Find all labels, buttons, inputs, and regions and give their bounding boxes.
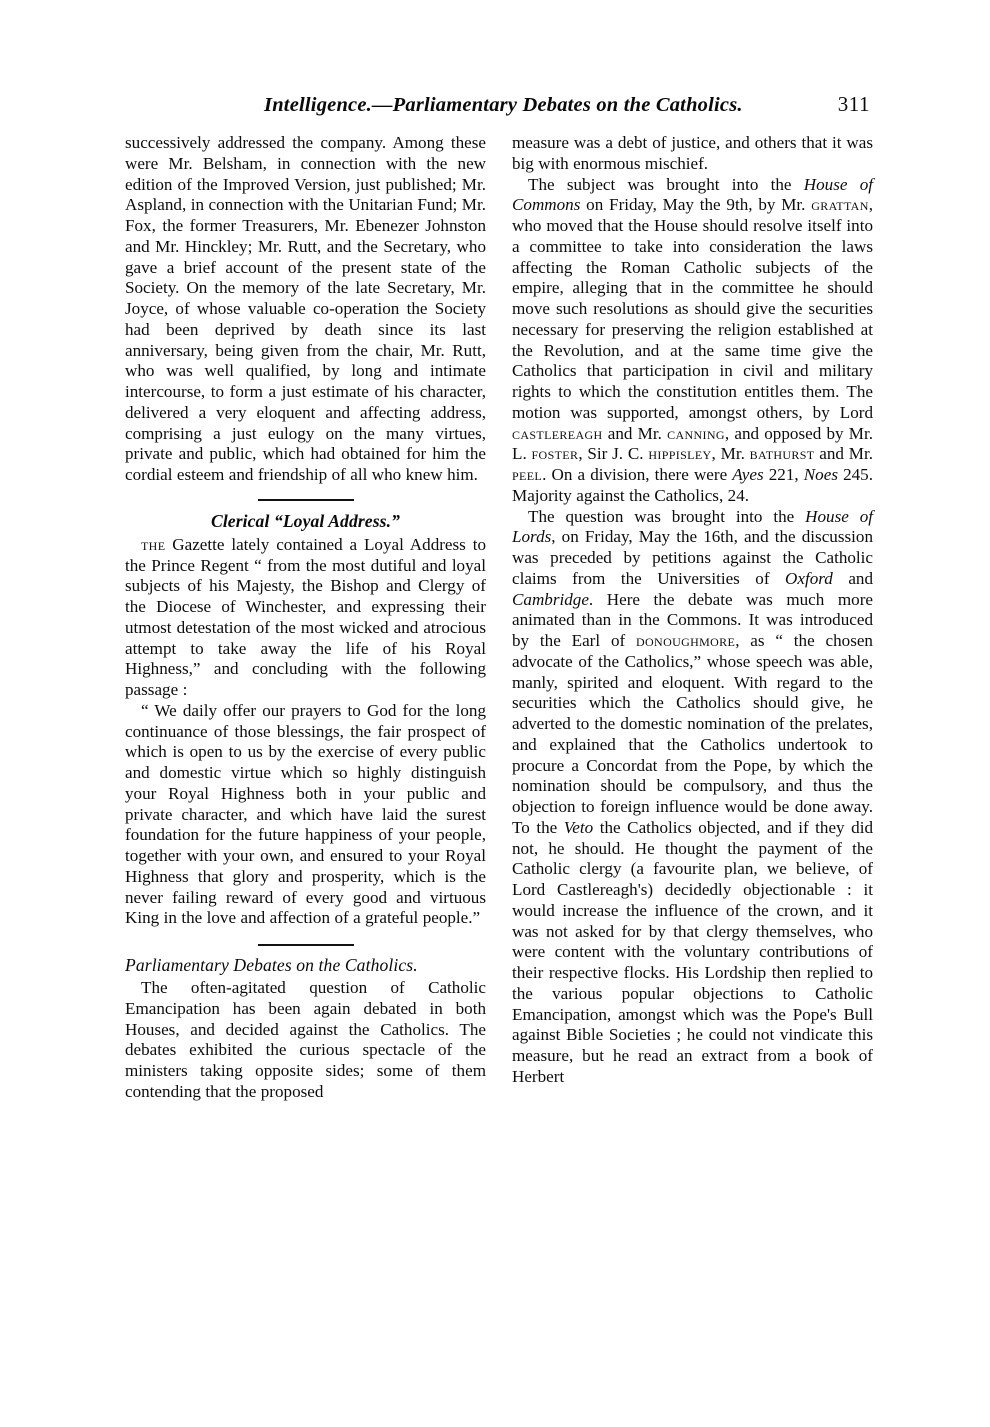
smallcaps-castlereagh: castlereagh (512, 423, 603, 443)
section-heading-parliamentary-debates: Parliamentary Debates on the Catholics. (125, 955, 418, 975)
lords-text-5: , as “ the chosen advocate of the Catholics,” whose speech was able, manly, spirited and eloquent. With regard to the securities which the Catholics should give, he adverted to the domestic nomination of the prelates, and explained that the Catholics undertook to procure a Concordat from the Pope, by which the nomination should be compulsory, and thus the objection to foreign influence would be done away. To the (512, 631, 873, 837)
italic-house-of-lords: House of Lords (512, 506, 873, 547)
left-column (125, 133, 486, 1323)
commons-text-4: and Mr. (602, 423, 668, 443)
commons-text-5: , and opposed by Mr. L. (512, 423, 873, 464)
commons-text-7: , Mr. (711, 444, 750, 464)
italic-ayes: Ayes (732, 465, 764, 484)
lords-text-2: , on Friday, May the 16th, and the discussion was preceded by petitions against the Catholic claims from the Universities of (512, 527, 873, 588)
italic-house-of-commons: House of Commons (512, 174, 873, 215)
paragraph-measure-continued: measure was a debt of justice, and others that it was big with enormous mischief. (512, 133, 873, 173)
section-heading-clerical-loyal-address: Clerical “Loyal Address.” (210, 510, 400, 531)
smallcaps-grattan: grattan (811, 195, 869, 215)
smallcaps-foster: foster (531, 444, 579, 464)
italic-oxford: Oxford (785, 568, 833, 588)
smallcaps-canning: canning (667, 423, 725, 443)
paragraph-house-of-lords (512, 507, 873, 1088)
paragraph-house-of-commons (512, 175, 873, 507)
smallcaps-donoughmore: donoughmore (636, 631, 736, 650)
section-divider-rule (258, 499, 354, 501)
paragraph-society-continued: successively addressed the company. Among these were Mr. Belsham, in connection with the new edition of the Improved Version, just published; Mr. Aspland, in connection with the Unitarian Fund; Mr. Fox, the former Treasurers, Mr. Ebenezer Johnston and Mr. Hinckley; Mr. Rutt, and the Secretary, who gave a brief account of the present state of the Society. On the memory of the late Secretary, Mr. Joyce, of whose valuable co-operation the Society had been deprived by death since its last anniversary, being given from the chair, Mr. Rutt, who was well qualified, by long and intimate intercourse, to form a just estimate of his character, delivered a very eloquent and affecting address, comprising a just eulogy on the many virtues, private and public, which had obtained for him the cordial esteem and friendship of all who knew him. (125, 133, 486, 484)
smallcaps-hippisley: hippisley (648, 444, 712, 464)
two-column-body (125, 133, 873, 1323)
commons-text-6: , Sir J. C. (578, 444, 649, 464)
page-number: 311 (837, 92, 870, 116)
commons-text-9: . On a division, there were (542, 465, 733, 484)
paragraph-catholic-emancipation: The often-agitated question of Catholic Emancipation has been again debated in both Houses, and decided against the Catholics. The debates exhibited the curious spectacle of the ministers taking opposite sides; some of them contending that the proposed (125, 978, 486, 1101)
running-head (125, 92, 870, 126)
right-column (512, 133, 873, 1323)
paragraph-gazette-rest: Gazette lately contained a Loyal Address to the Prince Regent “ from the most dutiful and loyal subjects of his Majesty, the Bishop and Clergy of the Diocese of Winchester, and expressing their utmost detestation of the most wicked and atrocious attempt to take away the life of his Royal Highness,” and concluding with the following passage : (125, 534, 486, 699)
lords-text-1: The question was brought into the (528, 506, 806, 526)
lords-text-6: the Catholics objected, and if they did not, he should. He thought the payment of the Catholic clergy (a favourite plan, we believe, of Lord Castlereagh's) decidedly objectionable : it would increase the influence of the crown, and it was not asked for by that clergy themselves, who were content with the voluntary contributions of their respective flocks. His Lordship then replied to the various popular objections to Catholic Emancipation, amongst which was the Pope's Bull against Bible Societies ; he could not vindicate this measure, but he read an extract from a book of Herbert (512, 817, 873, 1086)
italic-cambridge: Cambridge (512, 589, 589, 609)
italic-veto: Veto (563, 817, 594, 837)
paragraph-quoted-passage: “ We daily offer our prayers to God for the long continuance of those blessings, the fair prospect of which is open to us by the exercise of every public and domestic virtue which so highly distinguish your Royal Highness both in your public and private character, and which have laid the surest foundation for the future happiness of your people, together with your own, and ensured to your Royal Highness that glory and prosperity, which is the never failing reward of every good and virtuous King in the love and affection of a grateful people.” (125, 700, 486, 928)
commons-text-1: The subject was brought into the (528, 174, 804, 194)
lords-text-3: and (832, 568, 873, 588)
section-divider-rule-2 (258, 944, 354, 946)
commons-text-2: on Friday, May the 9th, by Mr. (580, 195, 812, 215)
paragraph-gazette-loyal-address (125, 535, 486, 701)
italic-noes: Noes (803, 465, 838, 484)
commons-ayes-count: 221, (763, 465, 804, 484)
smallcaps-bathurst: bathurst (749, 444, 815, 464)
commons-text-3: , who moved that the House should resolve itself into a committee to take into consideration the laws affecting the Roman Catholic subjects of the empire, alleging that in the committee he should move such resolutions as should give the securities necessary for preserving the religion established at the Revolution, and at the same time give the Catholics that participation in civil and military rights to which the constitution entitles them. The motion was supported, amongst others, by Lord (512, 195, 873, 422)
lords-text-4: . Here the debate was much more animated than in the Commons. It was introduced by the Earl of (512, 589, 873, 650)
smallcaps-peel: peel (512, 465, 543, 484)
commons-text-8: and Mr. (814, 444, 874, 464)
running-head-title: Intelligence.—Parliamentary Debates on the Catholics. (264, 94, 743, 116)
smallcaps-the: the (141, 534, 166, 554)
commons-noes-count-and-majority: 245. Majority against the Catholics, 24. (512, 465, 874, 505)
